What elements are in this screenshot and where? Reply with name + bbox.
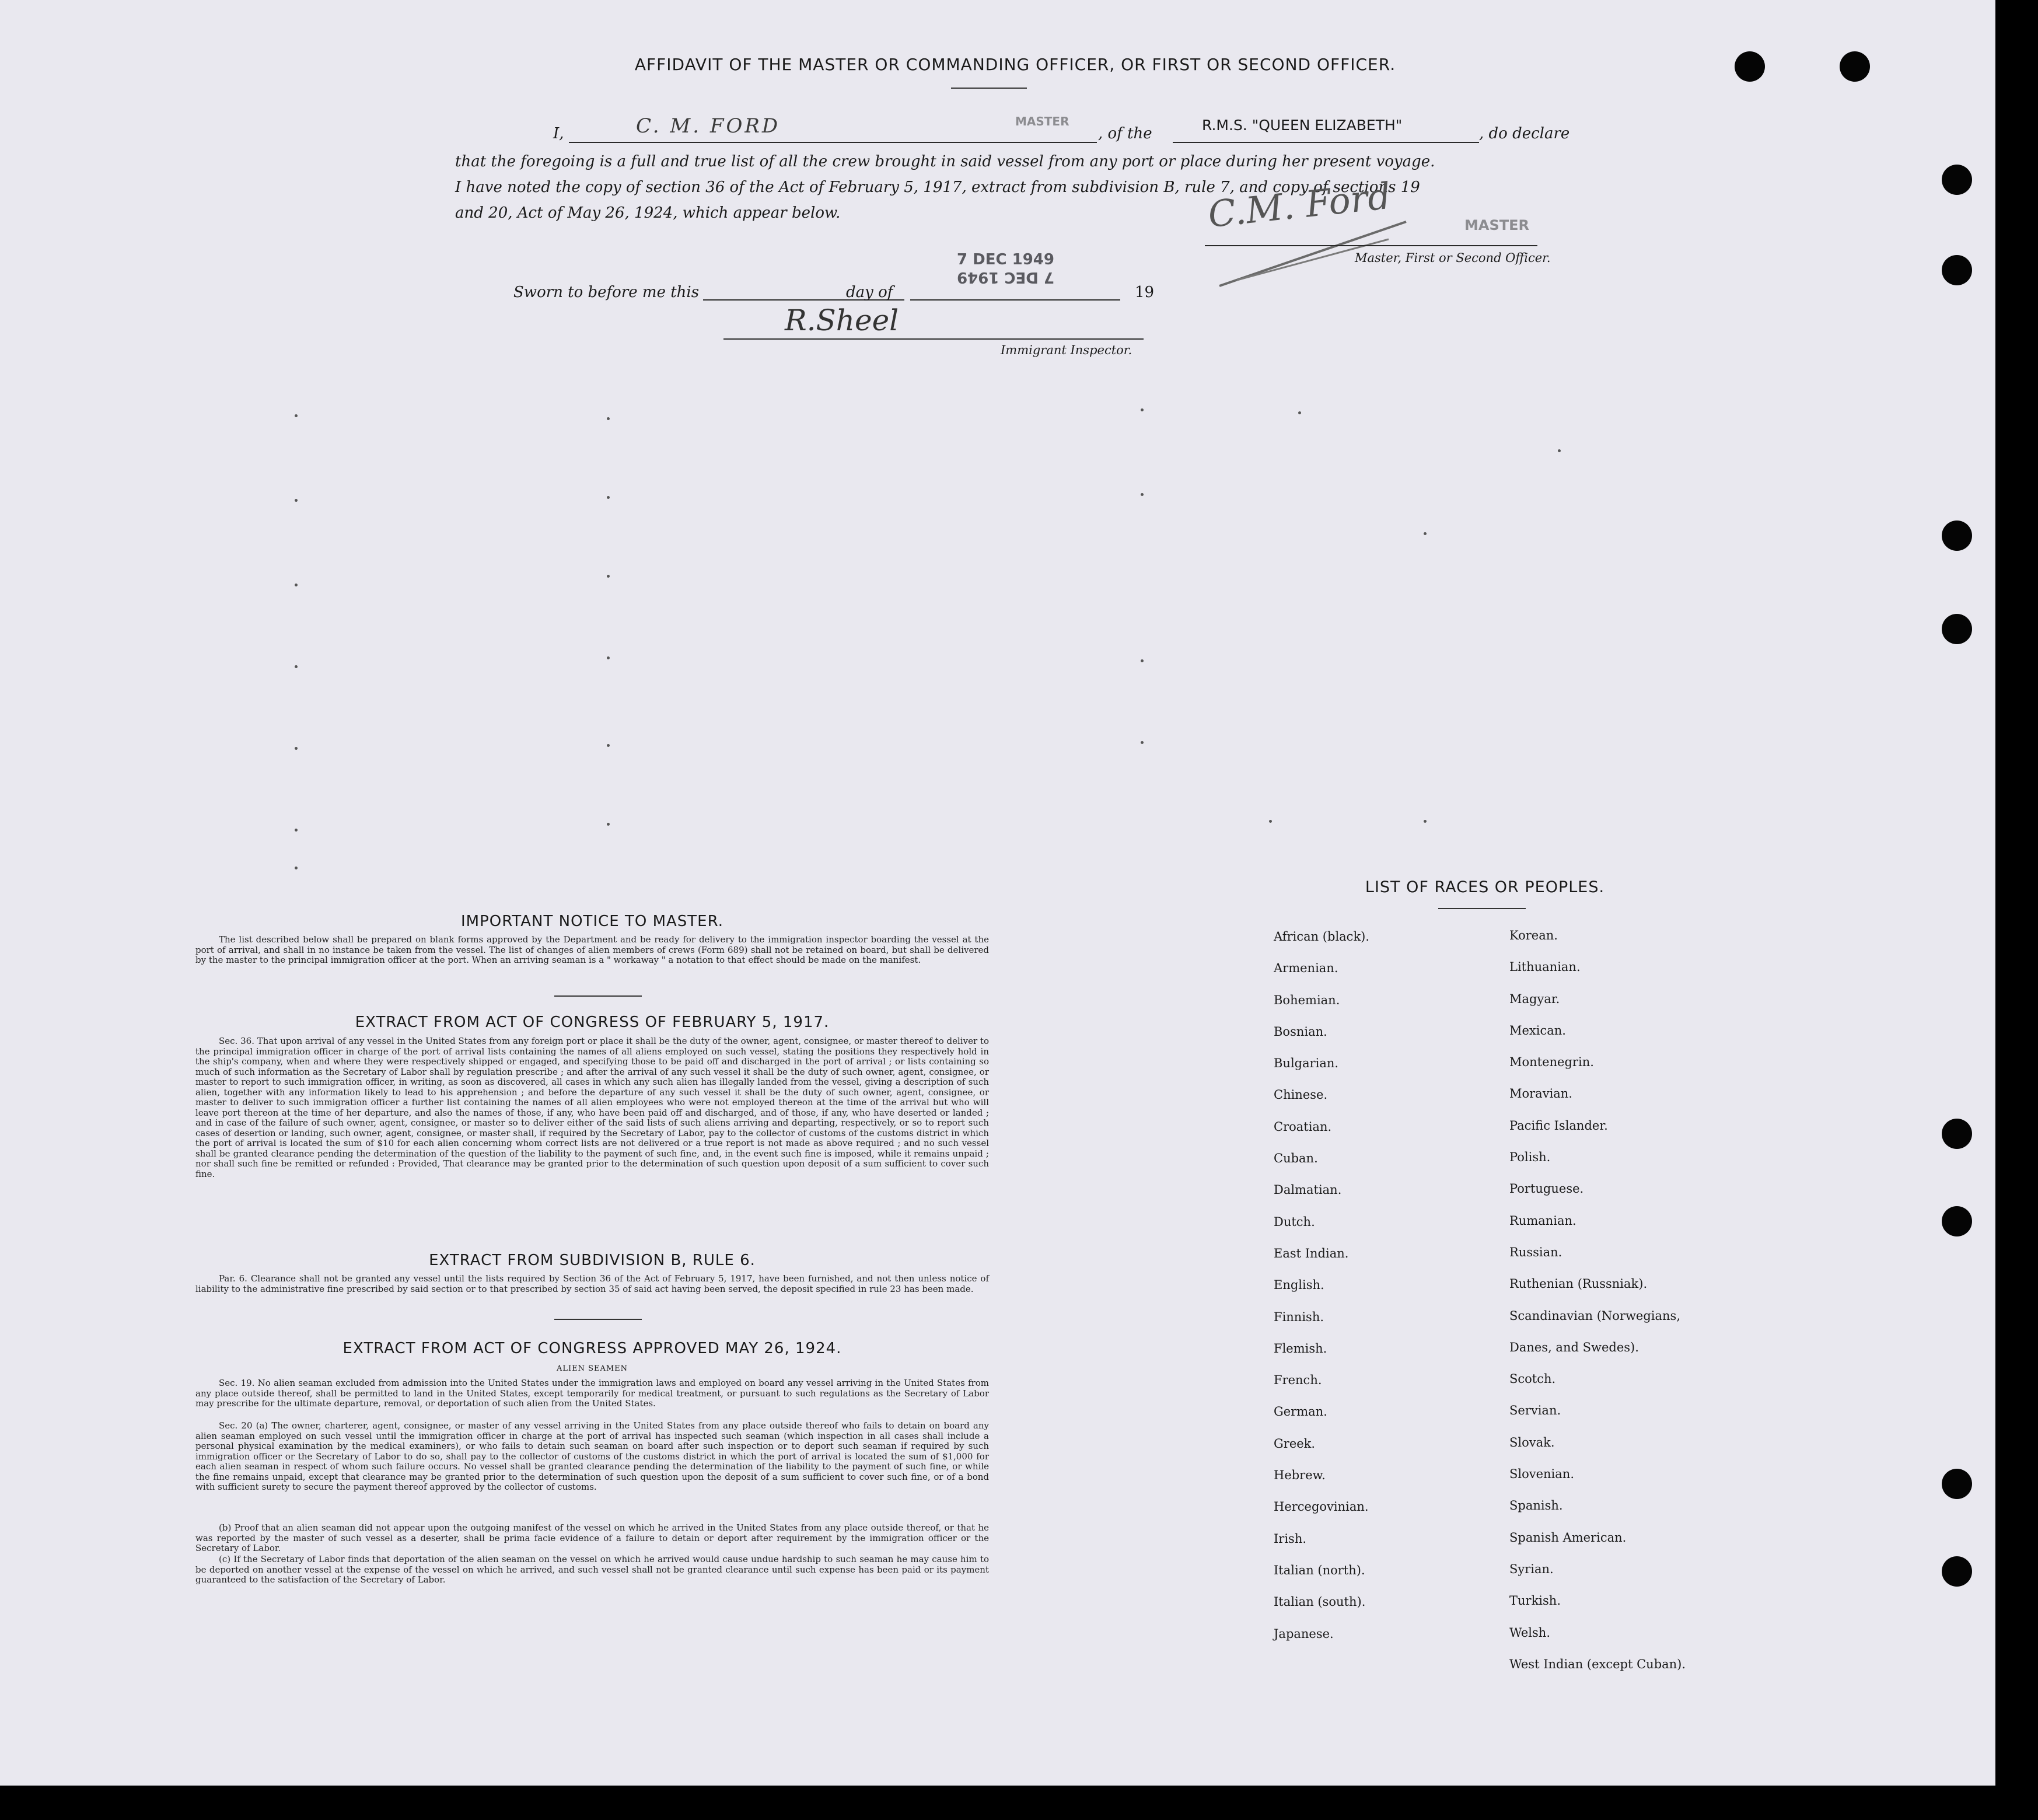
date-stamp: 7 DEC 1949: [957, 251, 1054, 268]
scan-dot: [1141, 408, 1144, 411]
race-item: Russian.: [1509, 1245, 1562, 1259]
race-item: Armenian.: [1274, 961, 1338, 976]
inspector-signature: R.Sheel: [785, 303, 899, 337]
race-item: Cuban.: [1274, 1151, 1318, 1166]
races-column-2: [1509, 920, 1778, 1680]
scan-dot: [1269, 820, 1272, 823]
race-item: Mexican.: [1509, 1023, 1566, 1037]
race-item: Polish.: [1509, 1150, 1551, 1165]
title-rule: [951, 88, 1027, 89]
scan-dot: [1424, 820, 1427, 823]
affidavit-title: AFFIDAVIT OF THE MASTER OR COMMANDING OFFICER, OR FIRST OR SECOND OFFICER.: [634, 55, 1396, 74]
scan-dot: [1558, 449, 1561, 452]
scan-dot: [1141, 493, 1144, 496]
act-1917-title: EXTRACT FROM ACT OF CONGRESS OF FEBRUARY 5, 1917.: [355, 1014, 830, 1031]
race-item: Servian.: [1509, 1403, 1561, 1418]
inspector-caption: Immigrant Inspector.: [1001, 343, 1132, 357]
race-item: English.: [1274, 1278, 1324, 1292]
race-item: Slovenian.: [1509, 1467, 1574, 1482]
race-item: Spanish.: [1509, 1498, 1563, 1513]
scan-dot: [607, 496, 610, 499]
races-rule: [1438, 908, 1526, 909]
act-1917-text: Sec. 36. That upon arrival of any vessel in the United States from any foreign port or place it shall be the duty of the owner, agent, consignee, or master thereof to deliver to the principal immigration officer in charge of the port of arrival lists containing the names of all aliens employed on such vessel, stating the positions they respectively hold in the ship's company, when and where they were respectively shipped or engaged, and specifying those to be paid off and discharged in the port of arrival ; or lists containing so much of such information as the Secretary of Labor shall by regulation prescribe ; and after the arrival of any such vessel it shall be the duty of such owner, agent, consignee, or master to report to such immigration officer, in writing, as soon as discovered, all cases in which any such alien has illegally landed from the vessel, giving a description of such alien, together with any information likely to lead to his apprehension ; and before the departure of any such vessel it shall be the duty of such owner, agent, consignee, or master to deliver to such immigration officer a further list containing the names of all alien employees who were not employed thereon at the time of the arrival but who will leave port thereon at the time of her departure, and also the names of those, if any, who have been paid off and discharged, and of those, if any, who have deserted or landed ; and in case of the failure of such owner, agent, consignee, or master so to deliver either of the said lists of such aliens arriving and departing, respectively, or so to report such cases of desertion or landing, such owner, agent, consignee, or master shall, if required by the Secretary of Labor, pay to the collector of customs of the customs district in which the port of arrival is located the sum of $10 for each alien concerning whom correct lists are not delivered or a true report is not made as above required ; and no such vessel shall be granted clearance pending the determination of the question of the liability to the payment of such fine, and, in the event such fine is imposed, while it remains unpaid ; nor shall such fine be remitted or refunded : Provided, That clearance may be granted prior to the determination of such question upon deposit of a sum sufficient to cover such fine.: [195, 1036, 989, 1179]
signature-master-stamp: MASTER: [1464, 217, 1529, 233]
scan-dot: [607, 417, 610, 420]
race-item: Moravian.: [1509, 1087, 1573, 1101]
vessel-underline: [1173, 142, 1479, 143]
race-item: Portuguese.: [1509, 1182, 1584, 1196]
race-item: Turkish.: [1509, 1594, 1561, 1608]
master-name: C. M. FORD: [636, 114, 781, 138]
scan-dot: [295, 747, 298, 750]
notice-rule: [554, 995, 642, 997]
binder-hole: [1942, 1556, 1972, 1587]
race-item: Chinese.: [1274, 1088, 1328, 1102]
do-declare-label: , do declare: [1479, 125, 1570, 142]
race-item: Hebrew.: [1274, 1468, 1326, 1483]
rule-6-text: Par. 6. Clearance shall not be granted any vessel until the lists required by Section 36 of the Act of February 5, 1917, have been furnished, and not then unless notice of liability to the administrative fine prescribed by said section or to that prescribed by section 35 of said act having been served, the deposit specified in rule 23 has been made.: [195, 1273, 989, 1294]
scan-dot: [295, 829, 298, 832]
scan-dot: [607, 823, 610, 826]
affidavit-line-4: and 20, Act of May 26, 1924, which appear below.: [455, 204, 841, 222]
race-item: French.: [1274, 1373, 1322, 1388]
rule-6-title: EXTRACT FROM SUBDIVISION B, RULE 6.: [429, 1252, 756, 1269]
race-item: German.: [1274, 1405, 1327, 1419]
race-item: Bulgarian.: [1274, 1056, 1339, 1071]
race-item: Irish.: [1274, 1531, 1307, 1546]
vessel-name: R.M.S. "QUEEN ELIZABETH": [1202, 117, 1403, 134]
race-item: East Indian.: [1274, 1246, 1349, 1260]
notice-title: IMPORTANT NOTICE TO MASTER.: [460, 913, 724, 930]
race-item: Magyar.: [1509, 991, 1560, 1006]
sworn-prefix: Sworn to before me this: [513, 284, 700, 301]
scan-dot: [1298, 411, 1301, 414]
scan-dot: [1424, 532, 1427, 535]
of-the-label: , of the: [1098, 125, 1152, 142]
binder-hole: [1942, 614, 1972, 644]
race-item: Korean.: [1509, 928, 1558, 942]
affidavit-line-3: I have noted the copy of section 36 of the Act of February 5, 1917, extract from subdivision B, rule 7, and copy of sections 19: [455, 179, 1420, 196]
race-item: Slovak.: [1509, 1435, 1555, 1449]
name-underline: [569, 142, 1097, 143]
race-item: Welsh.: [1509, 1625, 1550, 1640]
races-column-1: [1274, 921, 1495, 1650]
scan-dot: [1141, 741, 1144, 744]
race-item: Italian (south).: [1274, 1595, 1366, 1609]
race-item: Dutch.: [1274, 1214, 1315, 1229]
scan-dot: [295, 414, 298, 417]
binder-hole: [1735, 51, 1765, 82]
inspector-underline: [723, 338, 1144, 340]
race-item: Flemish.: [1274, 1341, 1327, 1356]
year-suffix: 19: [1135, 284, 1155, 301]
race-item: Lithuanian.: [1509, 960, 1581, 974]
race-item: Scandinavian (Norwegians, Danes, and Swedes).: [1509, 1308, 1681, 1354]
binder-hole: [1942, 1119, 1972, 1149]
race-item: Ruthenian (Russniak).: [1509, 1277, 1648, 1291]
scan-dot: [607, 744, 610, 747]
binder-hole: [1840, 51, 1870, 82]
scan-dot: [295, 499, 298, 502]
race-item: Spanish American.: [1509, 1530, 1627, 1545]
scan-dot: [607, 656, 610, 659]
act-1924-sec20a: Sec. 20 (a) The owner, charterer, agent, consignee, or master of any vessel arriving in the United States from any place outside thereof who fails to detain on board any alien seaman employed on such vessel until the immigration officer in charge at the port of arrival has inspected such seaman (which inspection in all cases shall include a personal physical examination by the medical examiners), or who fails to detain such seaman on board after such inspection or to deport such seaman if required by such immigration officer or the Secretary of Labor to do so, shall pay to the collector of customs of the customs district in which the port of arrival is located the sum of $1,000 for each alien seaman in respect of whom such failure occurs. No vessel shall be granted clearance pending the determination of the liability to the payment of such fine, or while the fine remains unpaid, except that clearance may be granted prior to the determination of such question upon the deposit of a sum sufficient to cover such fine, or of a bond with sufficient surety to secure the payment thereof approved by the collector of customs.: [195, 1420, 989, 1492]
race-item: Japanese.: [1274, 1626, 1334, 1641]
master-stamp: MASTER: [1015, 114, 1069, 128]
scan-dot: [1141, 659, 1144, 662]
scan-dot: [295, 665, 298, 668]
race-item: West Indian (except Cuban).: [1509, 1657, 1686, 1671]
race-item: Bosnian.: [1274, 1024, 1327, 1039]
rule-6-rule: [554, 1319, 642, 1320]
race-item: Finnish.: [1274, 1309, 1324, 1324]
signature-underline: [1205, 245, 1537, 246]
race-item: Montenegrin.: [1509, 1055, 1594, 1070]
act-1924-sec20c: (c) If the Secretary of Labor finds that deportation of the alien seaman on the vessel on which he arrived would cause undue hardship to such seaman he may cause him to be deported on another vessel at the expense of the vessel on which he arrived, and such vessel shall not be granted clearance until such expense has been paid or its payment guaranteed to the satisfaction of the Secretary of Labor.: [195, 1554, 989, 1585]
scan-dot: [295, 584, 298, 586]
binder-hole: [1942, 521, 1972, 551]
notice-text: The list described below shall be prepared on blank forms approved by the Department and be ready for delivery to the immigration inspector boarding the vessel at the port of arrival, and shall in no instance be taken from the vessel. The list of changes of alien members of crews (Form 689) shall not be retained on board, but shall be delivered by the master to the principal immigration officer at the port. When an arriving seaman is a " workaway " a notation to that effect should be made on the manifest.: [195, 934, 989, 965]
race-item: Hercegovinian.: [1274, 1500, 1369, 1514]
affidavit-line-2: that the foregoing is a full and true list of all the crew brought in said vessel from any port or place during her present voyage.: [455, 153, 1435, 170]
date-stamp-mirrored: 7 DEC 1949: [957, 268, 1054, 286]
sworn-month-underline: [910, 299, 1120, 301]
act-1924-title: EXTRACT FROM ACT OF CONGRESS APPROVED MAY 26, 1924.: [342, 1340, 842, 1357]
race-item: African (black).: [1274, 930, 1370, 944]
binder-hole: [1942, 165, 1972, 195]
race-item: Rumanian.: [1509, 1213, 1576, 1228]
binder-hole: [1942, 1206, 1972, 1236]
race-item: Bohemian.: [1274, 993, 1340, 1007]
declarant-prefix: I,: [553, 125, 564, 142]
race-item: Scotch.: [1509, 1372, 1556, 1386]
master-signature: C.M. Ford: [1206, 174, 1393, 236]
race-item: Pacific Islander.: [1509, 1118, 1608, 1133]
race-item: Dalmatian.: [1274, 1183, 1342, 1197]
race-item: Croatian.: [1274, 1119, 1332, 1134]
day-of-label: day of: [846, 284, 893, 301]
races-title: LIST OF RACES OR PEOPLES.: [1365, 878, 1605, 896]
act-1924-sec19: Sec. 19. No alien seaman excluded from admission into the United States under the immigration laws and employed on board any vessel arriving in the United States from any place outside thereof, shall be permitted to land in the United States, except temporarily for medical treatment, or pursuant to such regulations as the Secretary of Labor may prescribe for the ultimate departure, removal, or deportation of such alien from the United States.: [195, 1378, 989, 1409]
signature-caption: Master, First or Second Officer.: [1355, 251, 1551, 265]
binder-hole: [1942, 255, 1972, 285]
scan-dot: [607, 575, 610, 578]
binder-hole: [1942, 1469, 1972, 1499]
race-item: Italian (north).: [1274, 1563, 1365, 1577]
race-item: Syrian.: [1509, 1562, 1554, 1576]
scan-dot: [295, 867, 298, 869]
act-1924-sec20b: (b) Proof that an alien seaman did not appear upon the outgoing manifest of the vessel on which he arrived in the United States from any place outside thereof, or that he was reported by the master of such vessel as a deserter, shall be prima facie evidence of a failure to detain or deport after requirement by the immigration officer or the Secretary of Labor.: [195, 1522, 989, 1553]
race-item: Greek.: [1274, 1436, 1316, 1451]
act-1924-subtitle: ALIEN SEAMEN: [556, 1364, 628, 1373]
